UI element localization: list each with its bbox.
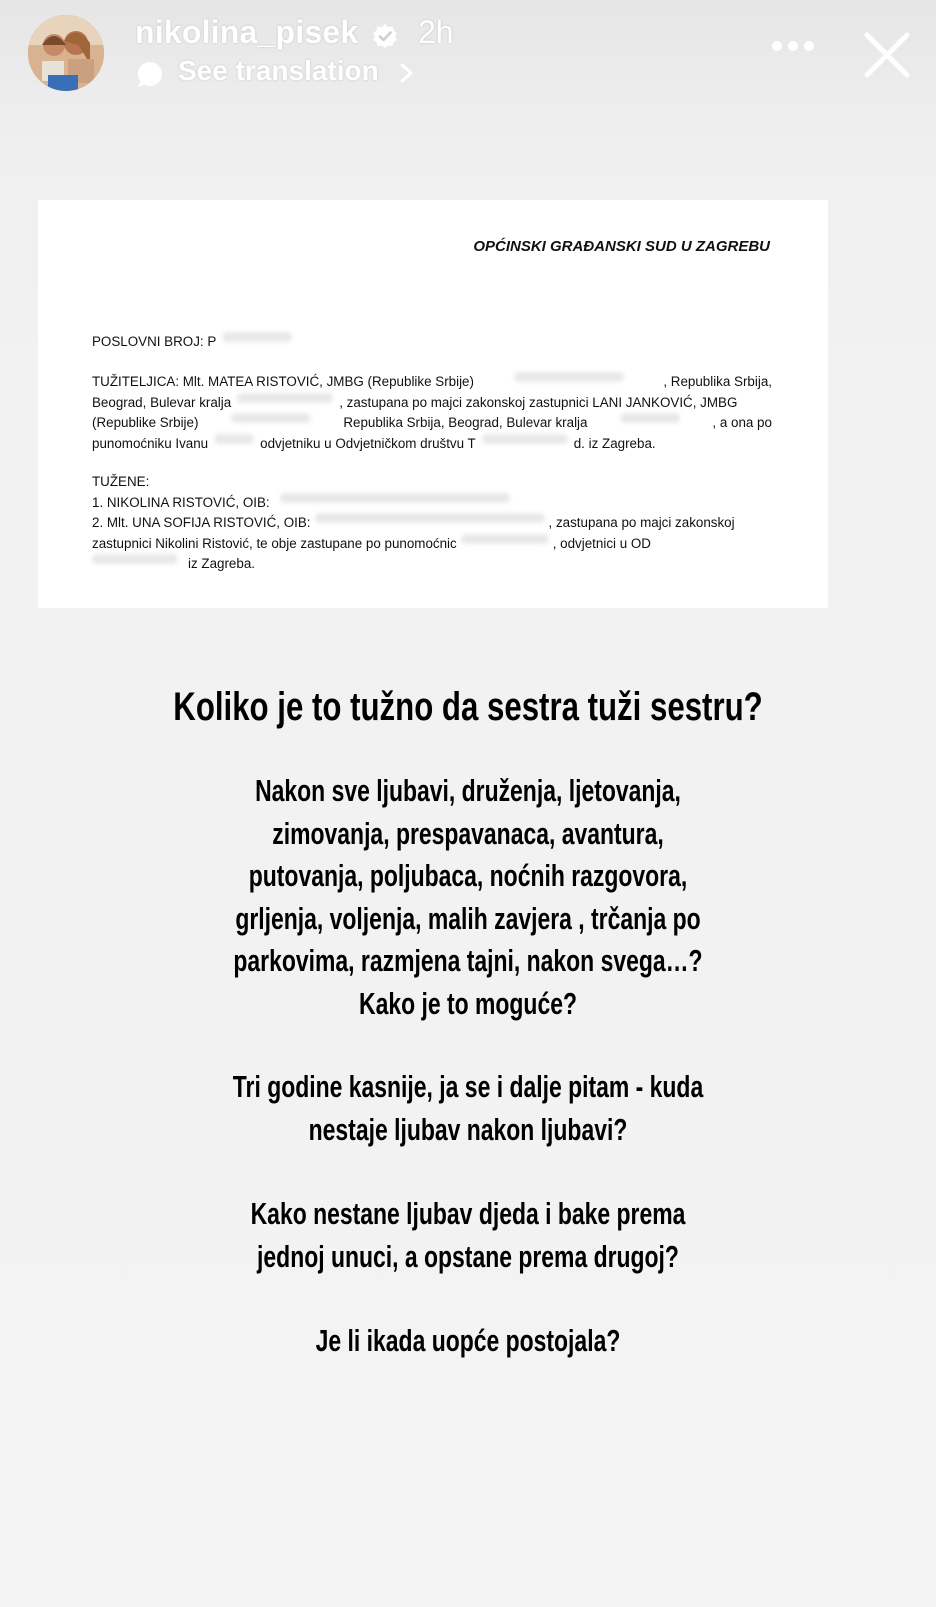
plaintiff-line-4c: d. iz Zagreba. [573,435,656,451]
defendant-line-4: iz Zagreba. [188,556,255,571]
story-headline: Koliko je to tužno da sestra tuži sestru? [173,685,763,729]
plaintiff-line-2b: , zastupana po majci zakonskoj zastupnici LANI JANKOVIĆ, JMBG [339,394,738,410]
case-number-label: POSLOVNI BROJ: P [92,334,217,349]
paragraph-line: Nakon sve ljubavi, druženja, ljetovanja, [255,773,681,808]
paragraph-line: Je li ikada uopće postojala? [315,1323,621,1358]
see-translation-link[interactable]: See translation [178,55,379,86]
plaintiff-line-3a: (Republike Srbije) [92,415,199,430]
paragraph-line: nestaje ljubav nakon ljubavi? [308,1111,628,1147]
court-document-image [38,200,828,608]
plaintiff-line-3b: Republika Srbija, Beograd, Bulevar kralja [343,415,588,430]
plaintiff-line-4a: punomoćniku Ivanu [92,435,209,451]
plaintiff-line-1a: TUŽITELJICA: Mlt. MATEA RISTOVIĆ, JMBG (Republike Srbije) [92,374,474,389]
translation-bubble-icon[interactable] [136,60,164,88]
paragraph-line: parkovima, razmjena tajni, nakon svega…? [233,943,703,978]
username[interactable]: nikolina_pisek [135,14,359,50]
paragraph-line: putovanja, poljubaca, noćnih razgovora, [248,858,688,893]
paragraph-line: grljenja, voljenja, malih zavjera , trčanja po [235,900,701,936]
defendant-line-2a: 2. Mlt. UNA SOFIJA RISTOVIĆ, OIB: [92,515,311,530]
post-time: 2h [418,14,454,50]
plaintiff-line-1b: , Republika Srbija, [663,374,772,389]
story-paragraph-2 [122,1066,815,1151]
plaintiff-line-2a: Beograd, Bulevar kralja [92,394,232,410]
paragraph-line: Kako nestane ljubav djeda i bake prema [250,1196,686,1231]
plaintiff-section [92,372,772,454]
paragraph-line: Kako je to moguće? [359,985,577,1021]
defendants-label: TUŽENE: [92,474,150,489]
verified-badge-icon [372,23,398,49]
defendant-line-3a: zastupnici Nikolini Ristović, te obje zastupane po punomoćnic [92,535,457,551]
paragraph-line: zimovanja, prespavanaca, avantura, [272,815,664,851]
case-number [92,332,772,353]
story-paragraph-3 [122,1193,815,1278]
paragraph-line: Tri godine kasnije, ja se i dalje pitam - kuda [232,1069,704,1104]
defendant-line-1: 1. NIKOLINA RISTOVIĆ, OIB: [92,494,270,510]
defendants-section [92,472,772,575]
close-icon[interactable] [862,30,912,80]
story-paragraph-4 [122,1320,815,1363]
chevron-right-icon[interactable] [398,62,416,84]
court-heading: OPĆINSKI GRAĐANSKI SUD U ZAGREBU [473,238,770,255]
plaintiff-line-3c: , a ona po [712,415,772,430]
more-options-icon[interactable] [770,38,816,54]
avatar[interactable] [28,15,104,91]
defendant-line-3b: , odvjetnici u OD [552,535,651,551]
paragraph-line: jednoj unuci, a opstane prema drugoj? [257,1238,679,1274]
plaintiff-line-4b: odvjetniku u Odvjetničkom društvu T [260,435,476,451]
story-paragraph-1 [122,770,815,1025]
defendant-line-2b: , zastupana po majci zakonskoj [548,515,735,530]
avatar-photo-icon [28,15,104,91]
